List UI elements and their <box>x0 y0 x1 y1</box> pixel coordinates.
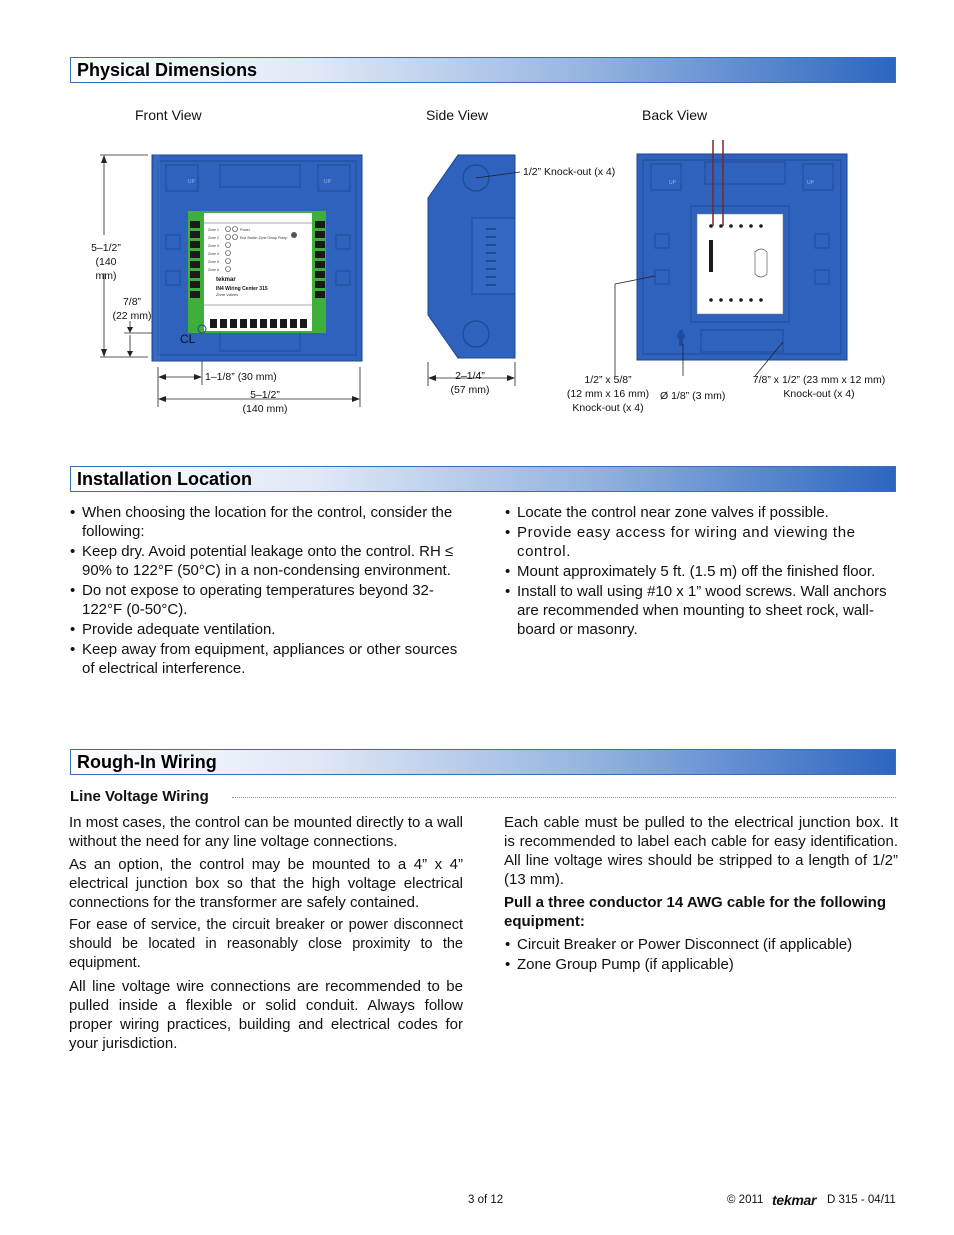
copyright: © 2011 <box>727 1194 764 1206</box>
section-title: Physical Dimensions <box>77 60 258 80</box>
back-view-title: Back View <box>642 107 708 123</box>
section-header-installation-location <box>70 466 896 492</box>
device-zone-label: Zone 2 <box>208 236 219 240</box>
installation-list-left <box>69 503 464 679</box>
list-item: • When choosing the location for the control, consider the following: <box>69 503 464 541</box>
section-title: Rough-In Wiring <box>77 752 217 772</box>
page-number: 3 of 12 <box>468 1194 504 1206</box>
knockout-half-label: 1/2” Knock-out (x 4) <box>523 166 616 178</box>
knockout-58-count: Knock-out (x 4) <box>572 402 644 414</box>
roughin-right-column <box>504 813 898 975</box>
front-view-title: Front View <box>135 107 202 123</box>
knockout-78-size: 7/8” x 1/2” (23 mm x 12 mm) <box>752 374 886 386</box>
side-width-mm: (57 mm) <box>450 384 490 396</box>
height-dimension-mm: (140 mm) <box>95 256 117 282</box>
list-item: • Keep away from equipment, appliances or other sources of electrical interference. <box>69 640 464 678</box>
height-dimension-label: 5–1/2” <box>91 242 121 254</box>
paragraph: In most cases, the control can be mounted directly to a wall without the need for any line voltage connections. <box>69 814 463 850</box>
paragraph: Each cable must be pulled to the electrical junction box. It is recommended to label each cable for easy identification. All line voltage wires should be stripped to a length of 1/2” (13 mm). <box>504 814 898 888</box>
list-item: • Zone Group Pump (if applicable) <box>504 955 898 974</box>
knockout-58-size: 1/2” x 5/8” <box>584 374 632 386</box>
list-item: • Install to wall using #10 x 1” wood screws. Wall anchors are recommended when mounting to sheet rock, wall-board or masonry. <box>504 582 898 639</box>
side-view-diagram <box>420 150 620 400</box>
device-zone-label: Zone 3 <box>208 244 219 248</box>
width-small-label: 1–1/8” (30 mm) <box>205 371 277 383</box>
small-height-label: 7/8” <box>122 296 142 308</box>
paragraph: As an option, the control may be mounted to a 4” x 4” electrical junction box so that the high voltage electrical connections for the transformer are safely contained. <box>69 856 463 911</box>
installation-list-right <box>504 503 898 640</box>
device-model-label: IN4 Wiring Center 315 <box>216 286 268 292</box>
mounting-hole-label: Ø 1/8” (3 mm) <box>660 390 726 402</box>
section-header-rough-in-wiring <box>70 749 896 775</box>
line-voltage-subheading: Line Voltage Wiring <box>70 788 209 805</box>
device-power-label: Power <box>240 228 250 232</box>
paragraph: All line voltage wire connections are recommended to be pulled inside a flexible or solid conduit. Always follow proper wiring practices, building and electrical codes for your jurisdiction. <box>69 978 463 1052</box>
section-title: Installation Location <box>77 469 253 489</box>
width-dimension-label: 5–1/2” <box>250 389 280 401</box>
equipment-list <box>504 935 898 974</box>
paragraph: For ease of service, the circuit breaker or power disconnect should be located in reasonably close proximity to the equipment. <box>69 917 463 971</box>
side-view-title: Side View <box>426 107 489 123</box>
knockout-78-count: Knock-out (x 4) <box>783 388 855 400</box>
list-item: • Mount approximately 5 ft. (1.5 m) off the finished floor. <box>504 562 898 581</box>
tekmar-logo: tekmar <box>772 1192 817 1208</box>
device-zone-label: Zone 6 <box>208 268 219 272</box>
list-item: • Keep dry. Avoid potential leakage onto the control. RH ≤ 90% to 122°F (50°C) in a non-condensing environment. <box>69 542 464 580</box>
device-zone-label: Zone 4 <box>208 252 219 256</box>
roughin-left-column <box>69 813 463 1053</box>
centerline-label: CL <box>180 332 196 346</box>
list-item: • Do not expose to operating temperatures beyond 32-122°F (0-50°C). <box>69 581 464 619</box>
device-subtitle-label: Zone Valves <box>216 292 239 297</box>
device-zone-label: Zone 5 <box>208 260 219 264</box>
subheading-rule <box>232 797 896 798</box>
back-view-diagram <box>605 140 865 390</box>
width-dimension-mm: (140 mm) <box>242 403 288 415</box>
small-height-mm: (22 mm) <box>112 310 152 322</box>
svg-text:UP: UP <box>188 179 195 185</box>
list-item: • Provide easy access for wiring and viewing the control. <box>504 523 898 561</box>
list-item: • Circuit Breaker or Power Disconnect (if applicable) <box>504 935 898 954</box>
knockout-58-mm: (12 mm x 16 mm) <box>566 388 650 400</box>
bold-paragraph: Pull a three conductor 14 AWG cable for the following equipment: <box>504 894 886 930</box>
svg-text:UP: UP <box>669 180 676 186</box>
device-zone-label: Zone 1 <box>208 228 219 232</box>
section-header-physical-dimensions <box>70 57 896 83</box>
list-item: • Provide adequate ventilation. <box>69 620 464 639</box>
svg-text:UP: UP <box>324 179 331 185</box>
document-id: D 315 - 04/11 <box>827 1194 896 1206</box>
list-item: • Locate the control near zone valves if possible. <box>504 503 898 522</box>
svg-text:UP: UP <box>807 180 814 186</box>
device-pump-label: End Switch Zone Group Pump <box>240 236 288 240</box>
device-brand-logo: tekmar <box>216 277 236 283</box>
side-width-label: 2–1/4” <box>455 370 485 382</box>
